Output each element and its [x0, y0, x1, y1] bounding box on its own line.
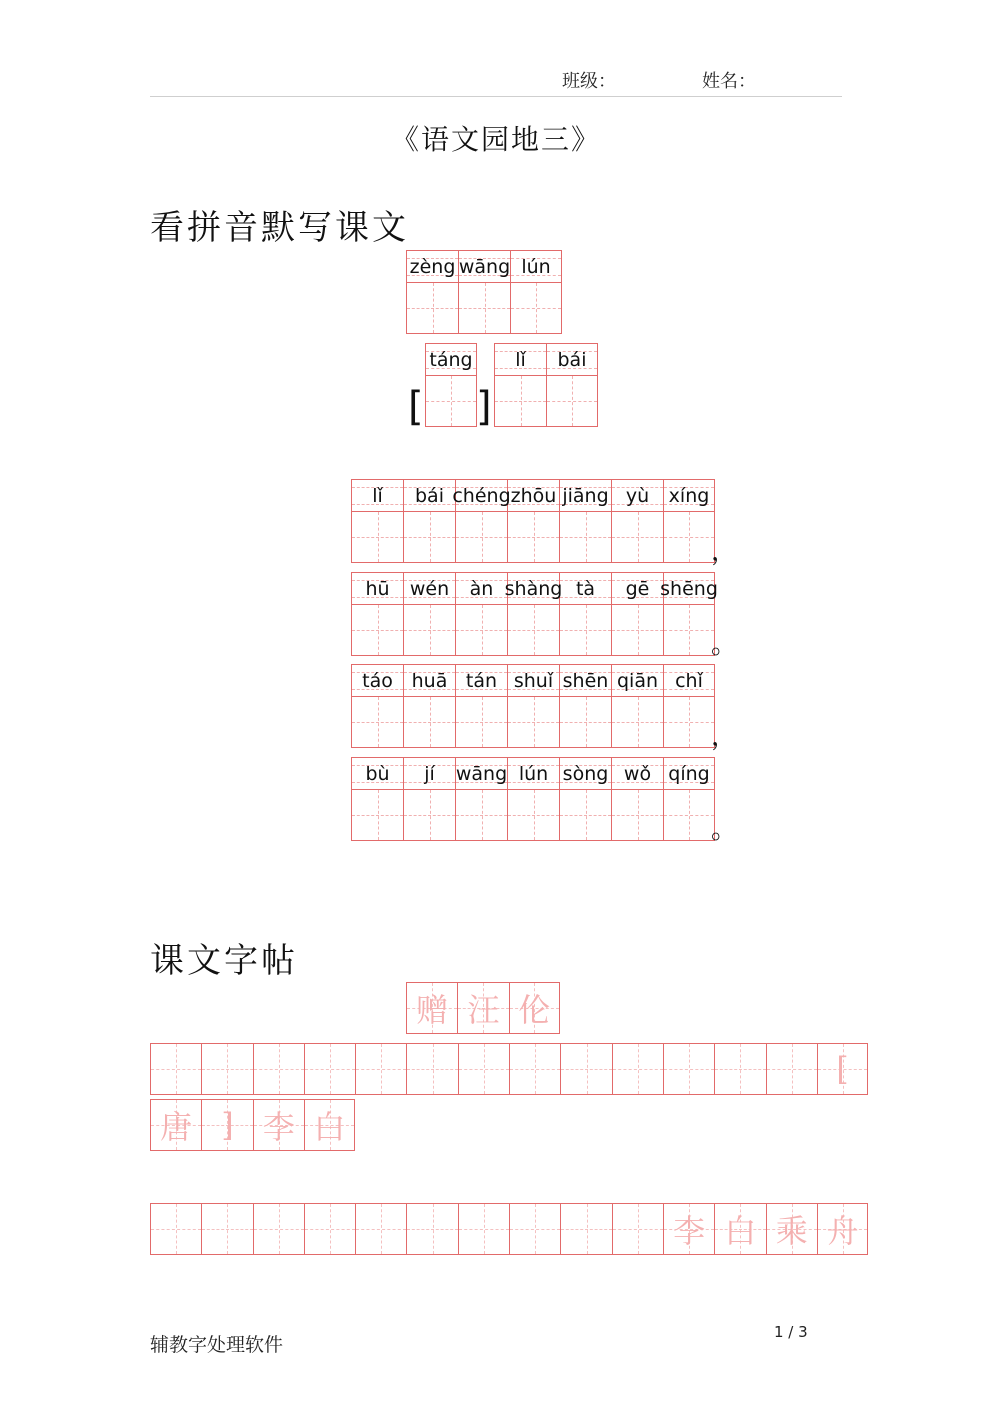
pinyin-label [504, 573, 563, 605]
copybook-cell[interactable] [612, 1203, 663, 1255]
writing-box[interactable] [508, 790, 559, 840]
copybook-cell[interactable] [817, 1043, 868, 1095]
writing-box[interactable] [404, 512, 455, 562]
pinyin-label [352, 573, 403, 605]
writing-box[interactable] [560, 512, 611, 562]
pinyin-text: shēn [562, 669, 609, 692]
pinyin-label [547, 344, 597, 376]
writing-box[interactable] [404, 697, 455, 747]
author-cell[interactable] [546, 343, 598, 427]
copybook-cell[interactable] [458, 1203, 509, 1255]
copybook-row-1 [150, 1043, 868, 1095]
copybook-cell[interactable] [560, 1043, 611, 1095]
poem-line-4-cell[interactable] [455, 757, 507, 841]
writing-box[interactable] [456, 790, 507, 840]
pinyin-label [426, 344, 476, 376]
poem-line-1-cell[interactable] [403, 479, 455, 563]
writing-box[interactable] [508, 605, 559, 655]
pinyin-text: xíng [668, 484, 710, 507]
copybook-cell[interactable] [457, 982, 508, 1034]
poem-line-4-cell[interactable] [351, 757, 403, 841]
pinyin-label [612, 480, 663, 512]
pinyin-label [352, 758, 403, 790]
writing-box[interactable] [352, 697, 403, 747]
poem-line-1-cell[interactable] [663, 479, 715, 563]
writing-box[interactable] [664, 790, 714, 840]
poem-line-2-cell[interactable] [559, 572, 611, 656]
pinyin-label [456, 665, 507, 697]
writing-box[interactable] [612, 790, 663, 840]
copybook-cell[interactable] [253, 1043, 304, 1095]
copybook-cell[interactable] [612, 1043, 663, 1095]
pinyin-text: jí [424, 762, 435, 785]
writing-box[interactable] [456, 697, 507, 747]
poem-line-2-grid [351, 572, 718, 656]
pinyin-text: tà [575, 577, 596, 600]
writing-box[interactable] [352, 790, 403, 840]
title-cell[interactable] [406, 250, 458, 334]
poem-line-1-punct: ， [711, 537, 738, 567]
author-cell[interactable] [494, 343, 546, 427]
trace-char: ] [221, 1106, 234, 1144]
title-cell[interactable] [510, 250, 562, 334]
copybook-cell[interactable] [355, 1203, 406, 1255]
copybook-cell[interactable] [714, 1043, 765, 1095]
trace-char: 汪 [467, 991, 500, 1029]
poem-line-4-cell[interactable] [559, 757, 611, 841]
copybook-cell[interactable] [150, 1043, 201, 1095]
pinyin-text: shuǐ [513, 669, 554, 692]
pinyin-text: sòng [562, 762, 609, 785]
poem-line-2-cell[interactable] [403, 572, 455, 656]
poem-line-2-cell[interactable] [660, 572, 718, 656]
section-heading-copybook: 课文字帖 [150, 941, 298, 981]
poem-line-3-cell[interactable] [455, 664, 507, 748]
poem-line-1-cell[interactable] [507, 479, 559, 563]
pinyin-text: bái [557, 348, 587, 371]
dynasty-pinyin-grid [425, 343, 477, 427]
pinyin-label [612, 758, 663, 790]
poem-line-4-cell[interactable] [507, 757, 559, 841]
bracket-open: [ [408, 384, 424, 430]
pinyin-text: wǒ [623, 762, 652, 785]
pinyin-text: bái [415, 484, 444, 507]
pinyin-label [404, 480, 455, 512]
pinyin-text: bù [365, 762, 390, 785]
pinyin-text: chéng [452, 484, 511, 507]
pinyin-text: lǐ [372, 484, 383, 507]
copybook-cell[interactable] [304, 1203, 355, 1255]
pinyin-label [660, 573, 718, 605]
page-title: 《语文园地三》 [390, 123, 601, 156]
copybook-cell[interactable] [406, 982, 457, 1034]
pinyin-text: chǐ [675, 669, 703, 692]
poem-line-2-cell[interactable] [611, 572, 663, 656]
trace-char: 李 [262, 1108, 295, 1146]
pinyin-label [511, 251, 561, 283]
copybook-cell[interactable] [150, 1099, 201, 1151]
copybook-cell[interactable] [406, 1043, 457, 1095]
poem-line-2-punct: 。 [711, 630, 738, 660]
copybook-cell[interactable] [509, 1043, 560, 1095]
copybook-cell[interactable] [150, 1203, 201, 1255]
writing-box[interactable] [664, 697, 714, 747]
copybook-cell[interactable] [714, 1203, 765, 1255]
copybook-cell[interactable] [766, 1203, 817, 1255]
poem-line-4-cell[interactable] [663, 757, 715, 841]
writing-box[interactable] [495, 376, 546, 426]
writing-box[interactable] [352, 605, 403, 655]
pinyin-text: shēng [660, 577, 718, 600]
poem-line-3-grid [351, 664, 715, 748]
title-cell[interactable] [458, 250, 510, 334]
pinyin-text: hū [365, 577, 390, 600]
writing-box[interactable] [352, 512, 403, 562]
poem-line-3-punct: ， [711, 722, 738, 752]
writing-box[interactable] [612, 605, 663, 655]
pinyin-label [404, 665, 455, 697]
pinyin-label [612, 665, 663, 697]
poem-line-3-cell[interactable] [351, 664, 403, 748]
writing-box[interactable] [508, 697, 559, 747]
copybook-cell[interactable] [509, 982, 560, 1034]
writing-box[interactable] [456, 512, 507, 562]
copybook-cell[interactable] [663, 1203, 714, 1255]
writing-box[interactable] [511, 283, 561, 333]
pinyin-text: zhōu [510, 484, 557, 507]
copybook-cell[interactable] [253, 1203, 304, 1255]
writing-box[interactable] [547, 376, 597, 426]
copybook-cell[interactable] [253, 1099, 304, 1151]
poem-line-3-cell[interactable] [663, 664, 715, 748]
pinyin-label [664, 758, 714, 790]
poem-line-2-cell[interactable] [351, 572, 403, 656]
copybook-row-3 [150, 1203, 868, 1255]
copybook-cell[interactable] [406, 1203, 457, 1255]
name-label: 姓名： [702, 71, 756, 92]
writing-box[interactable] [560, 790, 611, 840]
poem-line-1-cell[interactable] [559, 479, 611, 563]
pinyin-text: gē [625, 577, 650, 600]
pinyin-text: lún [521, 255, 551, 278]
pinyin-label [560, 758, 611, 790]
pinyin-label [508, 665, 559, 697]
pinyin-label [664, 480, 714, 512]
poem-line-3-cell[interactable] [507, 664, 559, 748]
pinyin-label [456, 573, 507, 605]
footer-software-name: 辅教字处理软件 [150, 1334, 284, 1356]
trace-char: 舟 [826, 1212, 859, 1250]
poem-line-1-cell[interactable] [452, 479, 511, 563]
pinyin-text: huā [411, 669, 448, 692]
trace-char: 白 [724, 1212, 757, 1250]
pinyin-label [508, 480, 559, 512]
writing-box[interactable] [508, 512, 559, 562]
pinyin-label [459, 251, 510, 283]
poem-line-3-cell[interactable] [403, 664, 455, 748]
writing-box[interactable] [404, 605, 455, 655]
pinyin-label [407, 251, 458, 283]
page-number: 1 / 3 [774, 1323, 808, 1341]
trace-char: 伦 [518, 991, 551, 1029]
pinyin-text: lún [518, 762, 549, 785]
poem-line-4-cell[interactable] [611, 757, 663, 841]
poem-line-2-cell[interactable] [504, 572, 563, 656]
pinyin-text: yù [625, 484, 650, 507]
copybook-cell[interactable] [817, 1203, 868, 1255]
dynasty-cell[interactable] [425, 343, 477, 427]
pinyin-label [452, 480, 511, 512]
trace-char: 白 [313, 1108, 346, 1146]
pinyin-text: jiāng [562, 484, 609, 507]
pinyin-label [664, 665, 714, 697]
writing-box[interactable] [404, 790, 455, 840]
trace-char: 唐 [160, 1108, 193, 1146]
poem-line-3-cell[interactable] [559, 664, 611, 748]
pinyin-label [404, 573, 455, 605]
copybook-cell[interactable] [766, 1043, 817, 1095]
pinyin-label [352, 480, 403, 512]
copybook-title-row [406, 982, 560, 1034]
pinyin-label [352, 665, 403, 697]
writing-box[interactable] [459, 283, 510, 333]
poem-line-1-cell[interactable] [351, 479, 403, 563]
poem-line-4-punct: 。 [711, 815, 738, 845]
writing-box[interactable] [407, 283, 458, 333]
pinyin-label [612, 573, 663, 605]
class-label: 班级： [562, 71, 616, 92]
pinyin-text: shàng [504, 577, 563, 600]
copybook-cell[interactable] [458, 1043, 509, 1095]
poem-line-1-cell[interactable] [611, 479, 663, 563]
trace-char: 乘 [775, 1212, 808, 1250]
pinyin-text: wāng [455, 762, 508, 785]
pinyin-text: táo [362, 669, 393, 692]
writing-box[interactable] [426, 376, 476, 426]
copybook-cell[interactable] [355, 1043, 406, 1095]
pinyin-label [560, 665, 611, 697]
pinyin-label [456, 758, 507, 790]
copybook-cell[interactable] [560, 1203, 611, 1255]
pinyin-text: tán [465, 669, 498, 692]
writing-box[interactable] [560, 697, 611, 747]
poem-line-4-cell[interactable] [403, 757, 455, 841]
pinyin-label [495, 344, 546, 376]
copybook-cell[interactable] [509, 1203, 560, 1255]
pinyin-text: wén [409, 577, 450, 600]
author-pinyin-grid [494, 343, 598, 427]
writing-box[interactable] [612, 512, 663, 562]
pinyin-text: àn [469, 577, 494, 600]
copybook-cell[interactable] [304, 1043, 355, 1095]
writing-box[interactable] [612, 697, 663, 747]
pinyin-label [508, 758, 559, 790]
copybook-cell[interactable] [304, 1099, 355, 1151]
poem-line-1-grid [351, 479, 715, 563]
pinyin-text: táng [429, 348, 473, 371]
pinyin-text: zèng [409, 255, 456, 278]
trace-char: [ [836, 1050, 849, 1088]
pinyin-label [404, 758, 455, 790]
pinyin-text: qíng [668, 762, 710, 785]
copybook-cell[interactable] [201, 1043, 252, 1095]
writing-box[interactable] [456, 605, 507, 655]
pinyin-text: qiān [616, 669, 659, 692]
copybook-row-2 [150, 1099, 355, 1151]
copybook-cell[interactable] [201, 1203, 252, 1255]
title-pinyin-grid [406, 250, 562, 334]
writing-box[interactable] [560, 605, 611, 655]
bracket-close: ] [476, 384, 492, 430]
pinyin-text: wāng [458, 255, 511, 278]
poem-line-4-grid [351, 757, 715, 841]
pinyin-text: lǐ [515, 348, 526, 371]
trace-char: 赠 [416, 991, 449, 1029]
writing-box[interactable] [664, 512, 714, 562]
trace-char: 李 [673, 1212, 706, 1250]
poem-line-3-cell[interactable] [611, 664, 663, 748]
section-heading-pinyin-dictation: 看拼音默写课文 [150, 208, 409, 248]
copybook-cell[interactable] [201, 1099, 252, 1151]
poem-line-2-cell[interactable] [455, 572, 507, 656]
pinyin-label [560, 573, 611, 605]
pinyin-label [560, 480, 611, 512]
header-divider [150, 96, 842, 97]
writing-box[interactable] [664, 605, 714, 655]
copybook-cell[interactable] [663, 1043, 714, 1095]
